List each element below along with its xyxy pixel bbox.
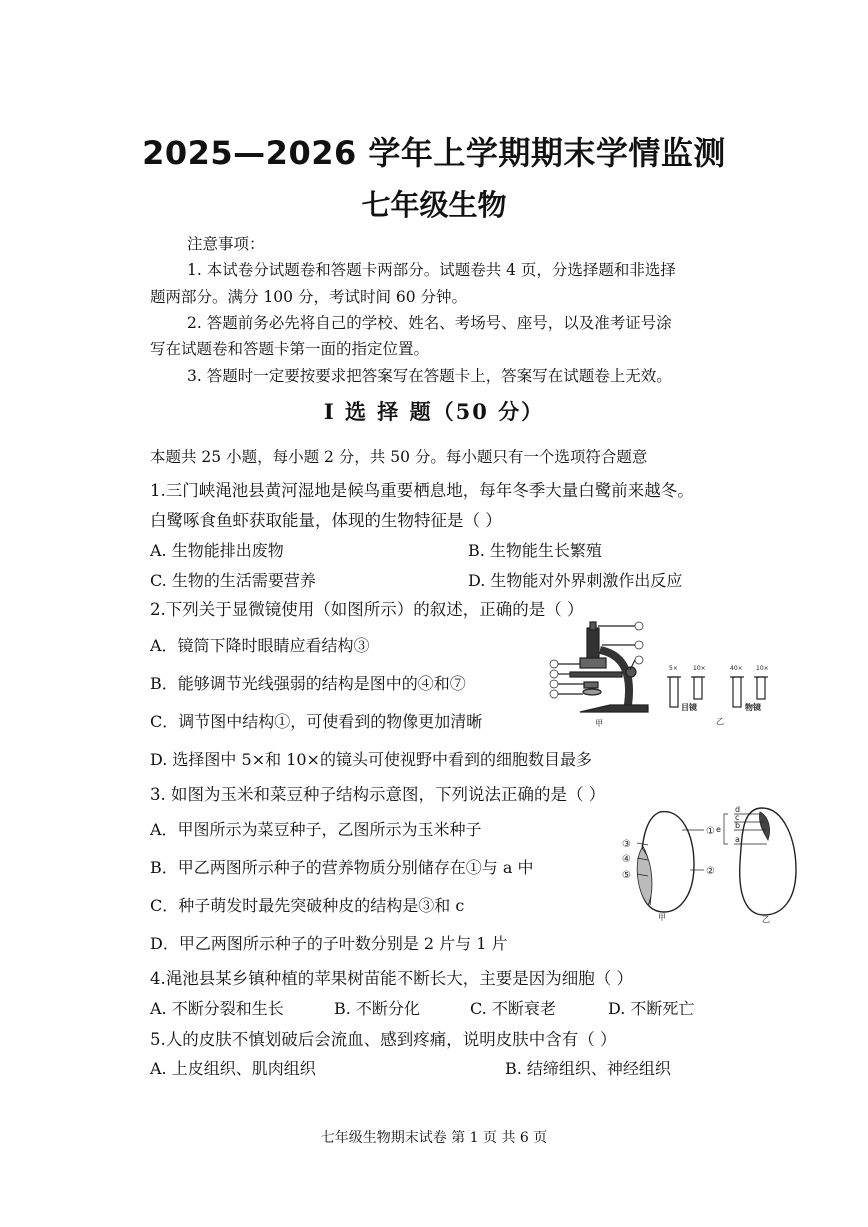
seed-letter: e [716,825,721,834]
corn-seed-diagram [637,812,704,912]
seed-mark: ① [706,826,715,837]
question-3-option-d: D．甲乙两图所示种子的子叶数分别是 2 片与 1 片 [150,934,508,953]
question-3-option-a: A．甲图所示为菜豆种子，乙图所示为玉米种子 [150,820,482,839]
lens-mark: 5× [669,665,678,672]
section-title: Ⅰ 选 择 题（50 分） [323,399,545,424]
seed-mark: ③ [622,839,631,850]
question-2-stem: 2.下列关于显微镜使用（如图所示）的叙述，正确的是（ ） [150,600,584,619]
question-2-option-a: A．镜筒下降时眼睛应看结构③ [150,636,370,655]
question-4-option-d: D. 不断死亡 [608,999,695,1018]
seed-mark: ② [706,866,715,877]
seed-figure [612,800,812,925]
section-intro: 本题共 25 小题，每小题 2 分，共 50 分。每小题只有一个选项符合题意 [150,448,648,466]
question-1-option-c: C. 生物的生活需要营养 [150,571,316,590]
lens-label-yi: 乙 [716,717,724,726]
question-3-option-b: B．甲乙两图所示种子的营养物质分别储存在①与 a 中 [150,858,534,877]
microscope-diagram [558,622,648,712]
question-2-option-c: C．调节图中结构①，可使看到的物像更加清晰 [150,712,483,731]
notice-line: 3. 答题时一定要按要求把答案写在答题卡上，答案写在试题卷上无效。 [187,367,672,385]
seed-mark: ⑤ [622,870,631,881]
page-footer: 七年级生物期末试卷 第 1 页 共 6 页 [320,1130,548,1146]
question-2-option-b: B．能够调节光线强弱的结构是图中的④和⑦ [150,674,466,693]
question-5-stem: 5.人的皮肤不慎划破后会流血、感到疼痛，说明皮肤中含有（ ） [150,1030,617,1049]
notice-line: 写在试题卷和答题卡第一面的指定位置。 [150,340,430,358]
seed-letter: c [735,813,740,822]
question-4-option-c: C. 不断衰老 [470,999,556,1018]
exam-title: 2025—2026 学年上学期期末学情监测 [142,134,726,172]
eyepiece-label: 目镜 [681,703,697,712]
corn-label-jia: 甲 [658,913,666,922]
lens-mark: 40× [730,665,743,672]
question-2-option-d: D. 选择图中 5×和 10×的镜头可使视野中看到的细胞数目最多 [150,750,592,769]
question-1-option-a: A. 生物能排出废物 [150,541,284,560]
question-1-option-b: B. 生物能生长繁殖 [468,541,602,560]
notice-line: 题两部分。满分 100 分，考试时间 60 分钟。 [150,288,468,306]
question-5-option-b: B. 结缔组织、神经组织 [505,1059,671,1078]
question-4-option-a: A. 不断分裂和生长 [150,999,284,1018]
notice-heading: 注意事项： [187,235,265,253]
microscope-label-jia: 甲 [595,719,603,728]
microscope-figure [540,620,790,730]
bean-label-yi: 乙 [762,915,770,924]
notice-line: 1. 本试卷分试题卷和答题卡两部分。试题卷共 4 页，分选择题和非选择 [187,261,676,279]
seed-letter: b [735,821,741,830]
notice-line: 2. 答题前务必先将自己的学校、姓名、考场号、座号，以及准考证号涂 [187,314,672,332]
question-1-option-d: D. 生物能对外界刺激作出反应 [468,571,683,590]
question-3-option-c: C．种子萌发时最先突破种皮的结构是③和 c [150,896,465,915]
seed-letter: d [735,805,741,814]
question-4-option-b: B. 不断分化 [334,999,420,1018]
lens-mark: 10× [756,665,769,672]
question-5-option-a: A. 上皮组织、肌肉组织 [150,1059,316,1078]
question-1-stem: 1.三门峡渑池县黄河湿地是候鸟重要栖息地，每年冬季大量白鹭前来越冬。 [150,481,694,500]
question-3-stem: 3. 如图为玉米和菜豆种子结构示意图，下列说法正确的是（ ） [150,785,606,804]
seed-letter: a [735,835,740,844]
lens-mark: 10× [693,665,706,672]
seed-mark: ④ [622,854,631,865]
question-4-stem: 4.渑池县某乡镇种植的苹果树苗能不断长大，主要是因为细胞（ ） [150,969,633,988]
objective-label: 物镜 [745,703,761,712]
question-1-stem: 白鹭啄食鱼虾获取能量，体现的生物特征是（ ） [150,511,502,530]
exam-subtitle: 七年级生物 [361,188,507,222]
